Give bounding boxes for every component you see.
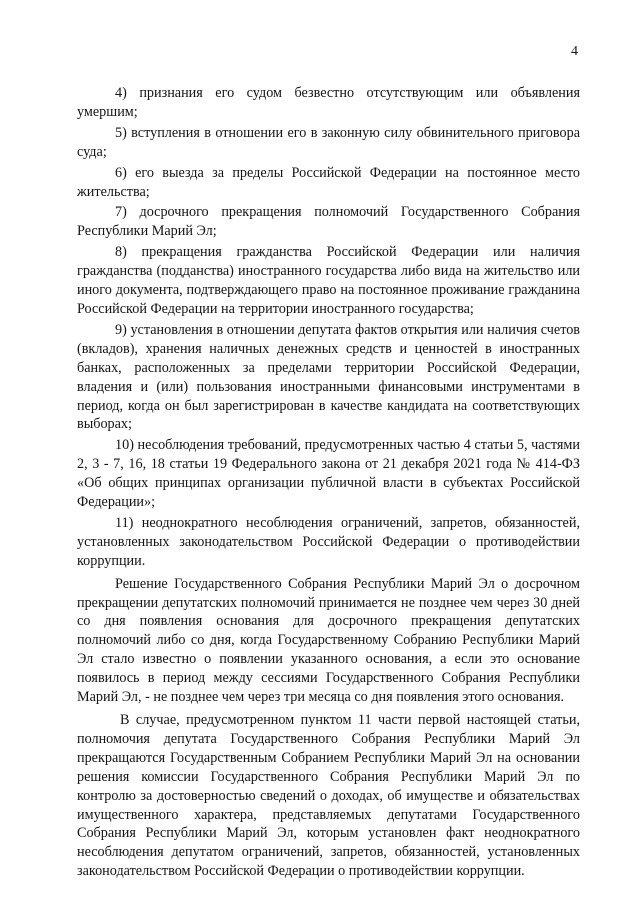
paragraph-item-8: 8) прекращения гражданства Российской Федерации или наличия гражданства (подданства) иностранного государства либо вида на жительство или иного документа, подтверждающего право на постоянное проживание гражданина Российской Федерации на территории иностранного государства;	[77, 244, 580, 317]
paragraph-decision: Решение Государственного Собрания Республики Марий Эл о досрочном прекращении депутатских полномочий принимается не позднее чем через 30 дней со дня появления основания для досрочного прекращения депутатских полномочий либо со дня, когда Государственному Собранию Республики Марий Эл стало известно о появлении указанного основания, а если это основание появилось в период между сессиями Государственного Собрания Республики Марий Эл, - не позднее чем через три месяца со дня появления этого основания.	[77, 575, 580, 706]
page-number: 4	[571, 44, 578, 59]
paragraph-item-5: 5) вступления в отношении его в законную силу обвинительного приговора суда;	[77, 124, 580, 160]
paragraph-item-9: 9) установления в отношении депутата фактов открытия или наличия счетов (вкладов), хранения наличных денежных средств и ценностей в иностранных банках, расположенных за пределами территории Российской Федерации, владения и (или) пользования иностранными финансовыми инструментами в период, когда он был зарегистрирован в качестве кандидата на соответствующих выборах;	[77, 321, 580, 433]
paragraph-item-4: 4) признания его судом безвестно отсутствующим или объявления умершим;	[77, 85, 580, 120]
paragraph-item-10: 10) несоблюдения требований, предусмотренных частью 4 статьи 5, частями 2, 3 - 7, 16, 18 статьи 19 Федерального закона от 21 декабря 2021 года № 414-ФЗ «Об общих принципах организации публичной власти в субъектах Российской Федерации»;	[77, 437, 580, 511]
paragraph-item-11: 11) неоднократного несоблюдения ограничений, запретов, обязанностей, установленных законодательством Российской Федерации о противодействии коррупции.	[77, 514, 580, 569]
paragraph-item-6: 6) его выезда за пределы Российской Федерации на постоянное место жительства;	[77, 164, 580, 200]
paragraph-item-7: 7) досрочного прекращения полномочий Государственного Собрания Республики Марий Эл;	[77, 204, 580, 240]
document-body	[77, 84, 580, 881]
paragraph-case: В случае, предусмотренном пунктом 11 части первой настоящей статьи, полномочия депутата Государственного Собрания Республики Марий Эл прекращаются Государственным Собранием Республики Марий Эл на основании решения комиссии Государственного Собрания Республики Марий Эл по контролю за достоверностью сведений о доходах, об имуществе и обязательствах имущественного характера, представляемых депутатами Государственного Собрания Республики Марий Эл, которым установлен факт неоднократного несоблюдения депутатом ограничений, запретов, обязанностей, установленных законодательством Российской Федерации о противодействии коррупции.	[77, 712, 580, 880]
